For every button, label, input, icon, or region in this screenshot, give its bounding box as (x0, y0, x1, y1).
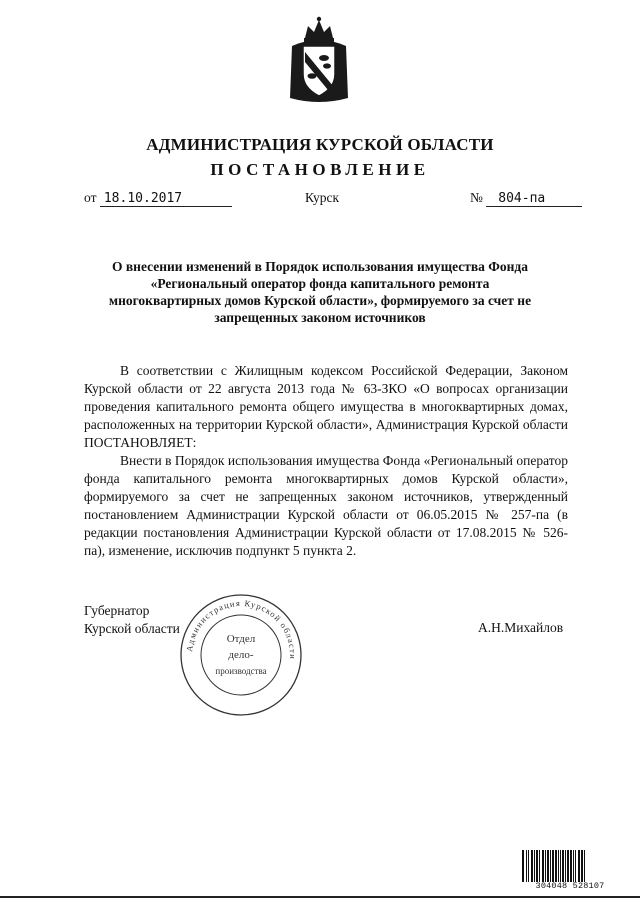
title-line: «Региональный оператор фонда капитального ремонта (150, 276, 490, 291)
number-prefix: № (470, 190, 483, 205)
barcode-bar (558, 850, 559, 882)
barcode-bar (584, 850, 585, 882)
barcode-bar (581, 850, 583, 882)
barcode-bar (536, 850, 538, 882)
barcode-bar (522, 850, 524, 882)
document-title (80, 258, 560, 326)
barcode-bar (570, 850, 572, 882)
barcode (521, 850, 619, 882)
barcode-bar (552, 850, 554, 882)
title-line: многоквартирных домов Курской области», формируемого за счет не (108, 293, 532, 308)
barcode-bar (573, 850, 574, 882)
barcode-bar (545, 850, 546, 882)
body-paragraph-preamble: В соответствии с Жилищным кодексом Российской Федерации, Законом Курской области от 22 августа 2013 года № 63-ЗКО «О вопросах организации проведения капитального ремонта общего имущества в многоквартирных домах, расположенных на территории Курской области», Администрация Курской области ПОСТАНОВЛЯЕТ: (84, 363, 568, 450)
barcode-bar (534, 850, 535, 882)
document-type: ПОСТАНОВЛЕНИЕ (210, 160, 430, 179)
stamp-line-3: производства (215, 666, 267, 676)
barcode-bar (542, 850, 544, 882)
barcode-bar (562, 850, 564, 882)
document-body (84, 362, 568, 560)
title-line: О внесении изменений в Порядок использования имущества Фонда (112, 259, 528, 274)
stamp-line-1: Отдел (226, 633, 256, 645)
date-prefix: от (84, 190, 97, 205)
barcode-bar (565, 850, 566, 882)
barcode-bar (547, 850, 549, 882)
barcode-bar (567, 850, 569, 882)
title-line: запрещенных законом источников (214, 310, 426, 325)
signatory-name: А.Н.Михайлов (478, 620, 564, 635)
organization-name: АДМИНИСТРАЦИЯ КУРСКОЙ ОБЛАСТИ (146, 135, 494, 154)
number-field (470, 190, 582, 207)
barcode-bar (539, 850, 540, 882)
document-city: Курск (305, 190, 340, 205)
barcode-bar (528, 850, 529, 882)
page-bottom-rule (0, 896, 640, 898)
signatory-title-line-1: Губернатор (84, 603, 150, 618)
barcode-bar (526, 850, 527, 882)
barcode-bar (575, 850, 576, 882)
signatory-title-line-2: Курской области (84, 621, 180, 636)
barcode-number: 304048 528107 (535, 881, 605, 891)
signatory-title (84, 602, 180, 638)
barcode-bar (531, 850, 533, 882)
barcode-bar (555, 850, 557, 882)
date-field (84, 190, 232, 207)
barcode-bar (560, 850, 561, 882)
body-paragraph-resolution: Внести в Порядок использования имущества Фонда «Региональный оператор фонда капитального ремонта многоквартирных домов Курской области», формируемого за счет не запрещенных законом источников, утвержденный постановлением Администрации Курской области от 06.05.2015 № 257-па (в редакции постановления Администрации Курской области от 17.08.2015 № 526-па), изменение, исключив подпункт 5 пункта 2. (84, 453, 568, 558)
barcode-bar (550, 850, 551, 882)
barcode-bar (578, 850, 580, 882)
stamp-line-2: дело- (228, 649, 254, 661)
document-number: 804-па (486, 191, 582, 207)
office-stamp (178, 592, 304, 718)
document-date: 18.10.2017 (100, 191, 232, 207)
stamp-ring-text: Администрация Курской области (184, 597, 299, 661)
coat-of-arms-emblem (288, 16, 350, 102)
